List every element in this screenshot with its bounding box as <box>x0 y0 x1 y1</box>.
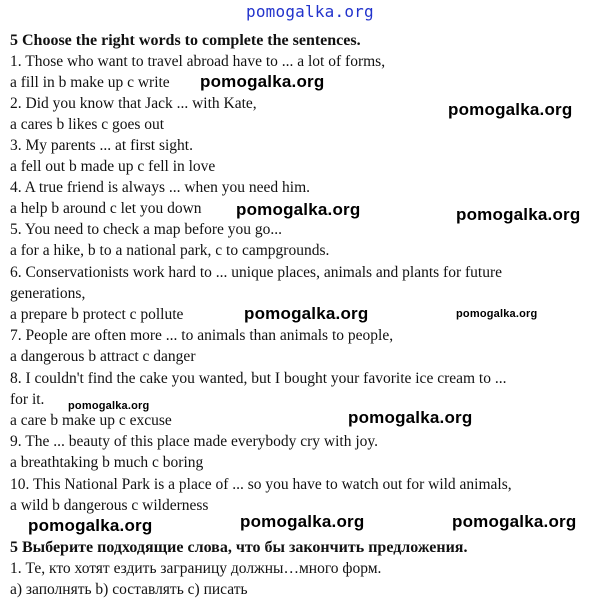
sentence-1: 1. Those who want to travel abroad have to ... a lot of forms, <box>10 53 386 70</box>
watermark: pomogalka.org <box>244 304 369 323</box>
sentence-6-cont: generations, <box>10 285 86 302</box>
watermark: pomogalka.org <box>236 200 361 219</box>
watermark: pomogalka.org <box>448 100 573 119</box>
exercise-heading-en: 5 Choose the right words to complete the sentences. <box>10 32 361 49</box>
sentence-8: 8. I couldn't find the cake you wanted, but I bought your favorite ice cream to ... <box>10 370 507 387</box>
sentence-7: 7. People are often more ... to animals than animals to people, <box>10 327 394 344</box>
sentence-4: 4. A true friend is always ... when you need him. <box>10 179 311 196</box>
sentence-ru-1: 1. Те, кто хотят ездить заграницу должны…много форм. <box>10 560 382 577</box>
options-10: a wild b dangerous c wilderness <box>10 497 209 514</box>
options-4: a help b around c let you down <box>10 200 202 217</box>
options-ru-1: а) заполнять b) составлять c) писать <box>10 581 248 598</box>
watermark: pomogalka.org <box>452 512 577 531</box>
options-5: a for a hike, b to a national park, c to campgrounds. <box>10 242 330 259</box>
sentence-2: 2. Did you know that Jack ... with Kate, <box>10 95 257 112</box>
sentence-6: 6. Conservationists work hard to ... unique places, animals and plants for future <box>10 264 503 281</box>
sentence-8-cont: for it. <box>10 391 45 408</box>
options-8: a care b make up c excuse <box>10 412 172 429</box>
sentence-3: 3. My parents ... at first sight. <box>10 137 193 154</box>
watermark: pomogalka.org <box>28 516 153 535</box>
watermark: pomogalka.org <box>456 308 538 320</box>
options-3: a fell out b made up c fell in love <box>10 158 216 175</box>
watermark: pomogalka.org <box>200 72 325 91</box>
watermark: pomogalka.org <box>348 408 473 427</box>
options-6: a prepare b protect c pollute <box>10 306 184 323</box>
options-1: a fill in b make up c write <box>10 74 170 91</box>
watermark: pomogalka.org <box>240 512 365 531</box>
sentence-5: 5. You need to check a map before you go... <box>10 221 283 238</box>
watermark-top: pomogalka.org <box>246 2 374 21</box>
options-2: a cares b likes c goes out <box>10 116 165 133</box>
sentence-9: 9. The ... beauty of this place made everybody cry with joy. <box>10 433 379 450</box>
options-7: a dangerous b attract c danger <box>10 348 196 365</box>
watermark: pomogalka.org <box>456 205 581 224</box>
exercise-heading-ru: 5 Выберите подходящие слова, что бы закончить предложения. <box>10 539 468 556</box>
sentence-10: 10. This National Park is a place of ... so you have to watch out for wild animals, <box>10 476 512 493</box>
watermark: pomogalka.org <box>68 400 150 412</box>
options-9: a breathtaking b much c boring <box>10 454 204 471</box>
